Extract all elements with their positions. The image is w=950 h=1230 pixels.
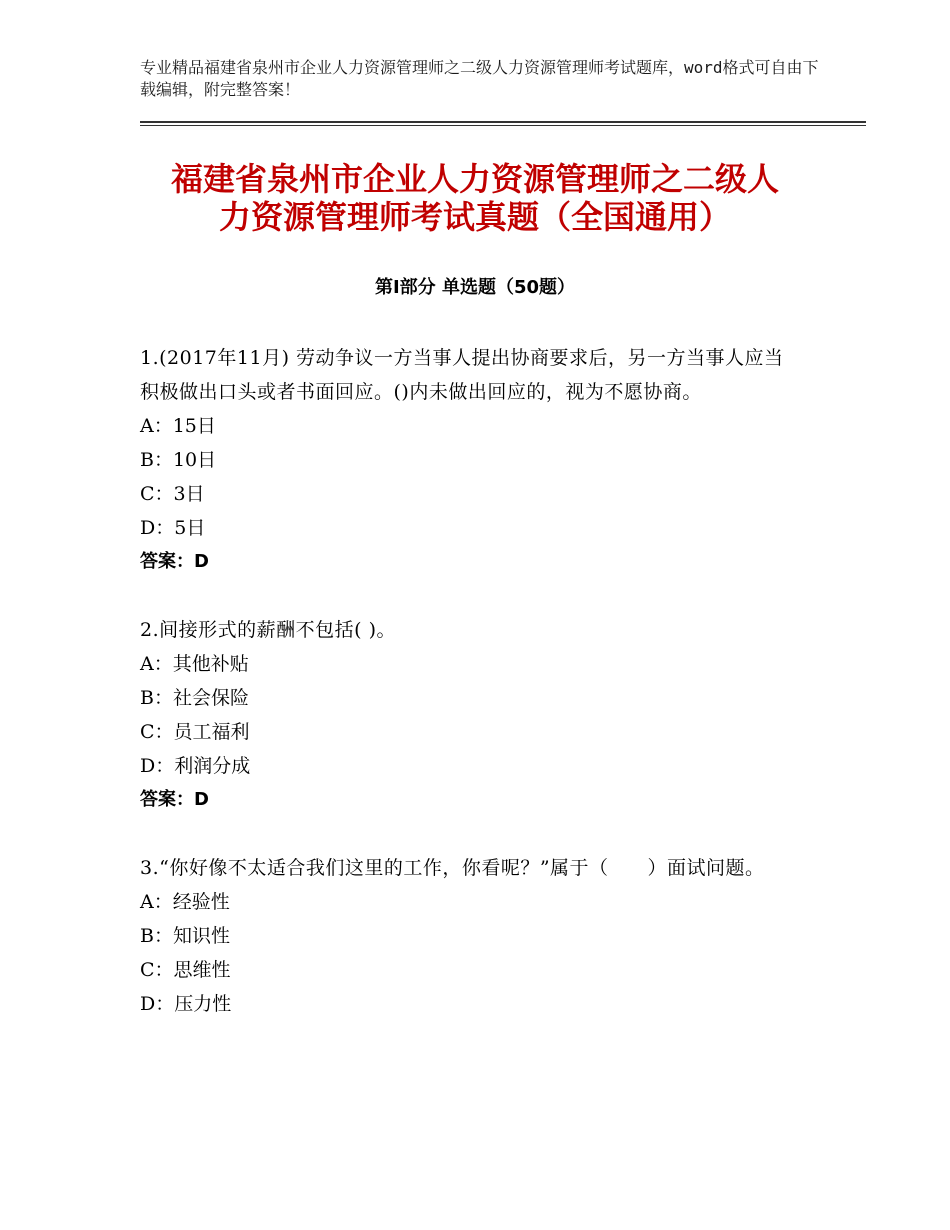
document-title (140, 160, 810, 236)
question-stem: 3.“你好像不太适合我们这里的工作，你看呢？”属于（ ）面试问题。 (140, 857, 765, 879)
answer-line: 答案：D (140, 789, 209, 810)
option-a: A：其他补贴 (140, 653, 249, 675)
question-3 (140, 851, 800, 1021)
option-c: C：3日 (140, 483, 205, 505)
answer-line: 答案：D (140, 551, 209, 572)
option-d: D：压力性 (140, 993, 232, 1015)
option-b: B：知识性 (140, 925, 230, 947)
header-rule-thick (140, 121, 866, 123)
option-c: C：员工福利 (140, 721, 250, 743)
option-d: D：利润分成 (140, 755, 251, 777)
document-title-line-2: 力资源管理师考试真题（全国通用） (218, 198, 731, 236)
section-title: 第Ⅰ部分 单选题（50题） (374, 277, 575, 298)
header-note: 专业精品福建省泉州市企业人力资源管理师之二级人力资源管理师考试题库，word格式可自由下载编辑，附完整答案！ (140, 58, 819, 99)
question-list (140, 341, 800, 1055)
option-d: D：5日 (140, 517, 206, 539)
header-rule-thin (140, 125, 866, 126)
option-b: B：社会保险 (140, 687, 249, 709)
option-b: B：10日 (140, 449, 217, 471)
question-stem: 1.(2017年11月) 劳动争议一方当事人提出协商要求后，另一方当事人应当积极做出口头或者书面回应。()内未做出回应的，视为不愿协商。 (140, 347, 784, 403)
question-2 (140, 613, 800, 817)
option-a: A：15日 (140, 415, 216, 437)
question-stem: 2.间接形式的薪酬不包括( )。 (140, 619, 396, 641)
question-1 (140, 341, 800, 579)
option-a: A：经验性 (140, 891, 230, 913)
document-title-line-1: 福建省泉州市企业人力资源管理师之二级人 (170, 160, 779, 198)
option-c: C：思维性 (140, 959, 231, 981)
